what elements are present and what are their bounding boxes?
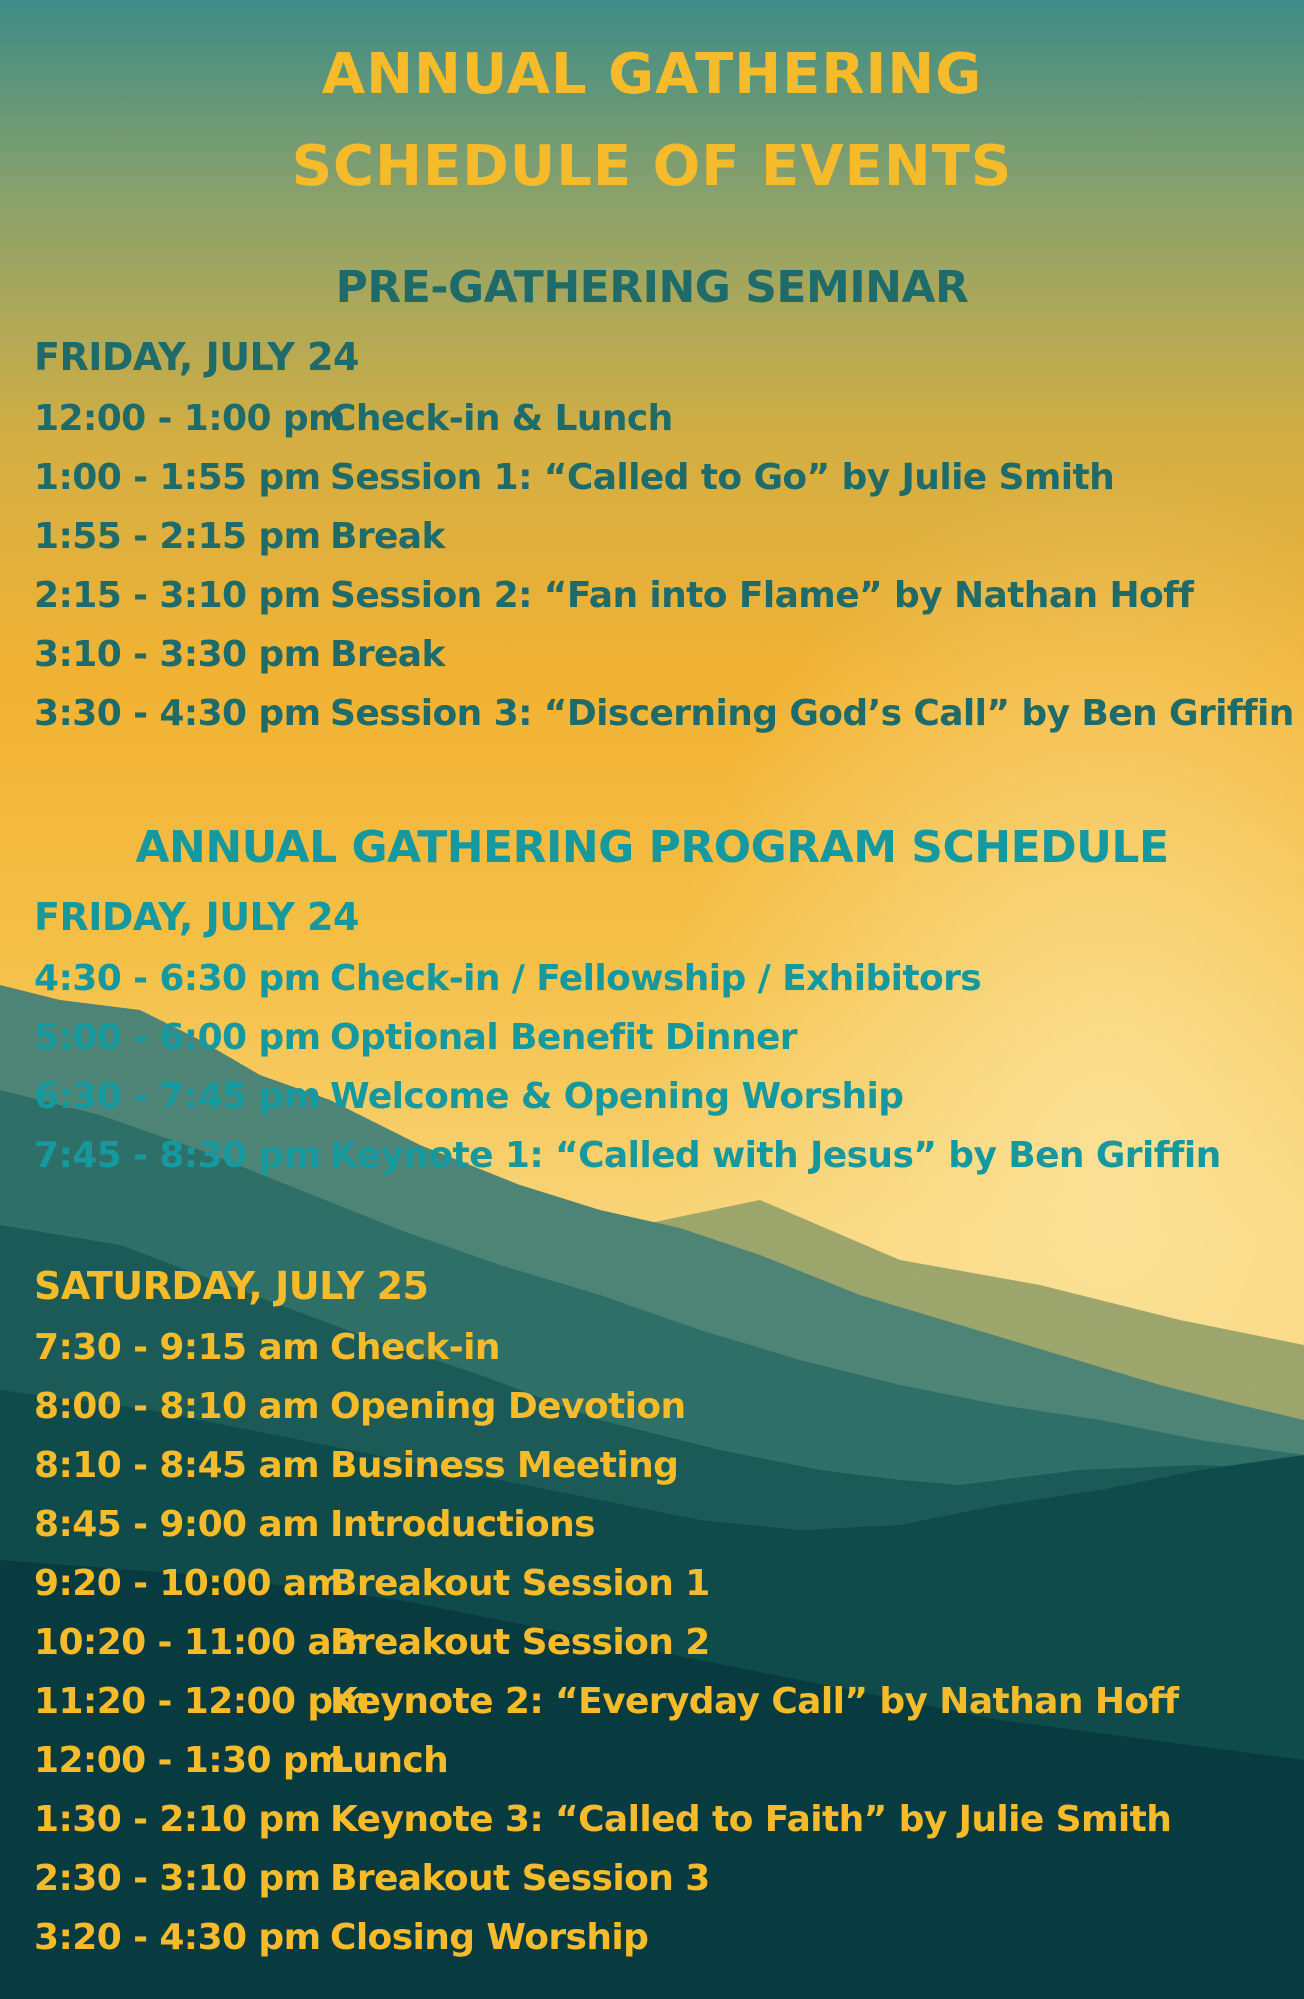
- event-time: 1:00 - 1:55 pm: [34, 457, 321, 498]
- event-title: Optional Benefit Dinner: [330, 1017, 797, 1058]
- event-title: Break: [330, 516, 445, 557]
- schedule-row: [34, 1504, 1294, 1554]
- schedule-row: [34, 575, 1294, 625]
- event-title: Lunch: [330, 1740, 449, 1781]
- event-time: 8:10 - 8:45 am: [34, 1445, 320, 1486]
- schedule-row: [34, 1327, 1294, 1377]
- event-time: 2:15 - 3:10 pm: [34, 575, 321, 616]
- event-time: 3:10 - 3:30 pm: [34, 634, 321, 675]
- schedule-row: [34, 1799, 1294, 1849]
- event-title: Check-in: [330, 1327, 500, 1368]
- schedule-row: [34, 1563, 1294, 1613]
- event-time: 5:00 - 6:00 pm: [34, 1017, 321, 1058]
- event-time: 4:30 - 6:30 pm: [34, 958, 321, 999]
- schedule-row: [34, 634, 1294, 684]
- event-time: 10:20 - 11:00 am: [34, 1622, 368, 1663]
- schedule-row: [34, 1135, 1294, 1185]
- event-title: Welcome & Opening Worship: [330, 1076, 904, 1117]
- poster-title-line1: ANNUAL GATHERING: [321, 42, 983, 107]
- schedule-row: [34, 1622, 1294, 1672]
- schedule-row: [34, 1386, 1294, 1436]
- event-title: Keynote 3: “Called to Faith” by Julie Smith: [330, 1799, 1172, 1840]
- event-title: Check-in & Lunch: [330, 398, 673, 439]
- event-time: 12:00 - 1:00 pm: [34, 398, 345, 439]
- event-time: 7:30 - 9:15 am: [34, 1327, 320, 1368]
- event-time: 8:45 - 9:00 am: [34, 1504, 320, 1545]
- poster-title-line2: SCHEDULE OF EVENTS: [291, 134, 1013, 199]
- event-time: 9:20 - 10:00 am: [34, 1563, 344, 1604]
- schedule-row: [34, 457, 1294, 507]
- event-title: Session 2: “Fan into Flame” by Nathan Hoff: [330, 575, 1194, 616]
- event-title: Break: [330, 634, 445, 675]
- event-title: Session 3: “Discerning God’s Call” by Ben Griffin: [330, 693, 1294, 734]
- program-friday-day-heading: FRIDAY, JULY 24: [34, 895, 359, 939]
- event-time: 2:30 - 3:10 pm: [34, 1858, 321, 1899]
- event-title: Session 1: “Called to Go” by Julie Smith: [330, 457, 1115, 498]
- event-time: 12:00 - 1:30 pm: [34, 1740, 345, 1781]
- event-title: Keynote 1: “Called with Jesus” by Ben Griffin: [330, 1135, 1221, 1176]
- schedule-row: [34, 1858, 1294, 1908]
- schedule-row: [34, 398, 1294, 448]
- pre-seminar-day-heading: FRIDAY, JULY 24: [34, 335, 359, 379]
- schedule-row: [34, 1681, 1294, 1731]
- event-time: 3:20 - 4:30 pm: [34, 1917, 321, 1958]
- program-title: ANNUAL GATHERING PROGRAM SCHEDULE: [135, 822, 1169, 873]
- event-time: 7:45 - 8:30 pm: [34, 1135, 321, 1176]
- event-time: 1:30 - 2:10 pm: [34, 1799, 321, 1840]
- event-title: Breakout Session 2: [330, 1622, 710, 1663]
- event-time: 8:00 - 8:10 am: [34, 1386, 320, 1427]
- schedule-row: [34, 1445, 1294, 1495]
- schedule-row: [34, 1917, 1294, 1967]
- event-title: Introductions: [330, 1504, 595, 1545]
- event-time: 11:20 - 12:00 pm: [34, 1681, 370, 1722]
- event-title: Business Meeting: [330, 1445, 679, 1486]
- event-title: Keynote 2: “Everyday Call” by Nathan Hoff: [330, 1681, 1179, 1722]
- schedule-row: [34, 516, 1294, 566]
- schedule-row: [34, 1740, 1294, 1790]
- event-time: 3:30 - 4:30 pm: [34, 693, 321, 734]
- event-time: 1:55 - 2:15 pm: [34, 516, 321, 557]
- event-title: Check-in / Fellowship / Exhibitors: [330, 958, 982, 999]
- schedule-row: [34, 1076, 1294, 1126]
- schedule-row: [34, 693, 1294, 743]
- event-title: Opening Devotion: [330, 1386, 686, 1427]
- schedule-row: [34, 958, 1294, 1008]
- program-saturday-day-heading: SATURDAY, JULY 25: [34, 1264, 429, 1308]
- event-title: Closing Worship: [330, 1917, 649, 1958]
- event-title: Breakout Session 3: [330, 1858, 710, 1899]
- schedule-row: [34, 1017, 1294, 1067]
- event-title: Breakout Session 1: [330, 1563, 710, 1604]
- event-time: 6:30 - 7:45 pm: [34, 1076, 321, 1117]
- pre-seminar-title: PRE-GATHERING SEMINAR: [335, 262, 969, 313]
